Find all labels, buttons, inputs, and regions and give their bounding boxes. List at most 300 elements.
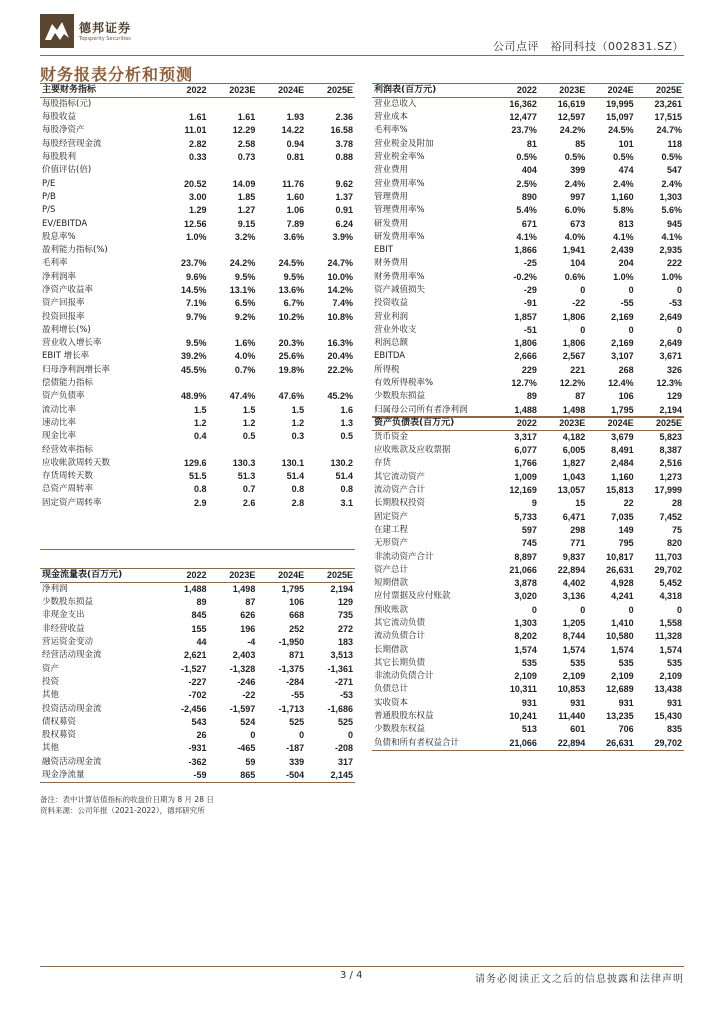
value-cell: 0 <box>676 285 682 295</box>
value-cell: 89 <box>526 391 537 402</box>
value-cell: 1,574 <box>562 644 586 655</box>
value-cell: 252 <box>289 623 305 634</box>
value-cell: 0 <box>580 604 586 615</box>
value-cell: 51.4 <box>286 471 305 482</box>
value-cell: 298 <box>570 524 586 535</box>
value-cell: 13.6% <box>278 285 305 295</box>
value-cell: 0.3 <box>291 431 305 442</box>
table-row <box>372 510 684 523</box>
value-cell <box>160 523 209 536</box>
row-label: EBITDA <box>374 351 406 362</box>
value-cell: 1.2 <box>194 417 207 428</box>
value-cell: 39.2% <box>180 351 207 362</box>
value-cell: 1,273 <box>659 471 682 482</box>
row-label: 其它长期负债 <box>374 657 426 668</box>
table-row <box>372 364 684 377</box>
value-cell: -227 <box>188 676 207 687</box>
table-row <box>372 297 684 310</box>
table-row <box>372 177 684 190</box>
value-cell: 104 <box>570 258 586 269</box>
value-cell: 1,043 <box>562 471 586 482</box>
value-cell <box>160 510 209 523</box>
footer-divider <box>40 966 684 967</box>
table-row <box>40 337 355 350</box>
table-row <box>40 756 355 769</box>
row-label: 预收账款 <box>374 604 409 615</box>
table-row <box>40 257 355 270</box>
table-row <box>40 623 355 636</box>
value-cell: 3,317 <box>514 432 537 442</box>
value-cell: 0 <box>628 324 634 335</box>
value-cell: 16,362 <box>509 99 537 109</box>
value-cell: 668 <box>289 610 305 621</box>
value-cell: 1.6 <box>340 404 353 415</box>
value-cell: -1,527 <box>180 663 207 674</box>
row-label: 经营活动现金流 <box>42 650 102 661</box>
value-cell: 7.1% <box>186 298 207 309</box>
value-cell: 931 <box>570 697 586 708</box>
value-cell: -51 <box>523 324 537 335</box>
row-label: 短期借款 <box>374 578 409 589</box>
table-header-row <box>40 84 355 98</box>
value-cell: 59 <box>245 756 256 767</box>
year-header: 2022 <box>491 84 539 98</box>
value-cell: 1,866 <box>514 245 537 256</box>
value-cell: 85 <box>575 138 586 149</box>
value-cell <box>209 244 258 257</box>
table-row <box>40 98 355 112</box>
value-cell: 16.58 <box>330 125 353 136</box>
value-cell: 12.3% <box>656 378 682 389</box>
table-row <box>372 337 684 350</box>
table-row <box>372 683 684 696</box>
year-header: 2025E <box>636 84 684 98</box>
value-cell: 10,311 <box>509 684 537 695</box>
value-cell: 2.36 <box>335 112 353 123</box>
value-cell <box>209 537 258 550</box>
row-label: 资产总计 <box>374 564 409 575</box>
table-row <box>40 297 355 310</box>
row-label: 营业税金及附加 <box>374 138 434 149</box>
year-header: 2024E <box>257 84 306 98</box>
value-cell: 0.8 <box>340 484 353 495</box>
table-row <box>40 324 355 337</box>
table-row <box>372 217 684 230</box>
row-label: 少数股东损益 <box>374 391 426 402</box>
value-cell: 11,328 <box>654 631 682 642</box>
value-cell: 1,488 <box>183 584 207 594</box>
value-cell <box>306 324 355 337</box>
value-cell: 4.0% <box>564 231 586 242</box>
value-cell: -1,713 <box>278 703 305 714</box>
table-row <box>372 697 684 710</box>
table-row <box>372 231 684 244</box>
value-cell: 24.7% <box>656 125 682 136</box>
value-cell: 3.9% <box>332 231 353 242</box>
value-cell: 2,194 <box>636 404 684 418</box>
table-row <box>40 138 355 151</box>
value-cell <box>160 443 209 456</box>
value-cell: 2,109 <box>611 671 634 682</box>
value-cell: 1,303 <box>659 191 682 202</box>
value-cell <box>209 523 258 536</box>
value-cell: 0.8 <box>194 484 207 495</box>
value-cell: 89 <box>196 597 207 608</box>
table-row <box>372 271 684 284</box>
value-cell: 2,169 <box>611 311 634 322</box>
value-cell: 81 <box>526 138 537 149</box>
table-row <box>372 524 684 537</box>
value-cell: 1,303 <box>514 618 537 628</box>
value-cell: 9.7% <box>186 311 207 322</box>
value-cell: 5.6% <box>661 205 682 216</box>
value-cell: 183 <box>337 637 353 648</box>
table-row <box>40 470 355 483</box>
value-cell: 87 <box>575 391 586 402</box>
value-cell: 7,452 <box>659 511 682 522</box>
value-cell: 1,827 <box>562 458 586 469</box>
value-cell: 129 <box>666 391 682 402</box>
row-label: 速动比率 <box>42 417 77 428</box>
value-cell: 8,897 <box>514 551 537 562</box>
value-cell: 0.7% <box>234 364 256 375</box>
value-cell: 6,471 <box>562 511 586 522</box>
brand-name-cn: 德邦证券 <box>79 21 132 35</box>
value-cell <box>257 244 306 257</box>
table-row <box>40 523 355 536</box>
value-cell: 0.5% <box>564 152 586 163</box>
value-cell: 597 <box>521 524 537 535</box>
value-cell: 0.5% <box>661 152 682 163</box>
table-row <box>372 377 684 390</box>
value-cell: 0.88 <box>335 152 353 163</box>
value-cell: 14.22 <box>281 125 305 136</box>
value-cell: 1,574 <box>514 644 537 655</box>
value-cell: 1.85 <box>237 191 256 202</box>
value-cell: 547 <box>666 165 682 176</box>
value-cell: 9.15 <box>237 218 256 229</box>
value-cell: 1.3 <box>340 417 353 428</box>
row-label: 现金净流量 <box>40 769 160 783</box>
value-cell: -931 <box>188 743 207 754</box>
row-label: 应收账款及应收票据 <box>374 445 451 456</box>
table-row <box>40 350 355 363</box>
value-cell <box>209 510 258 523</box>
row-label: EV/EBITDA <box>42 218 88 229</box>
value-cell: 149 <box>618 524 634 535</box>
value-cell: 75 <box>671 524 682 535</box>
row-label: 净资产收益率 <box>42 285 94 295</box>
value-cell: 4.1% <box>516 231 537 242</box>
value-cell: 4,318 <box>659 591 682 602</box>
value-cell: 130.1 <box>281 457 305 468</box>
value-cell <box>209 164 258 177</box>
value-cell: 23.7% <box>511 125 537 136</box>
table-row <box>40 497 355 510</box>
value-cell: 20.52 <box>183 178 207 189</box>
value-cell: 2.8 <box>291 497 305 508</box>
value-cell: 5,823 <box>659 432 682 442</box>
value-cell: 535 <box>521 657 537 668</box>
row-label: 股息率% <box>42 231 76 242</box>
row-label: 管理费用 <box>374 191 409 202</box>
value-cell: 106 <box>618 391 634 402</box>
value-cell: 2,666 <box>514 351 537 362</box>
value-cell: 11,703 <box>654 551 682 562</box>
value-cell: 6.24 <box>335 218 353 229</box>
company-logo <box>40 14 160 48</box>
value-cell: 9.5% <box>283 271 305 282</box>
row-label: 营业利润 <box>374 311 409 322</box>
value-cell: 0.7 <box>242 484 256 495</box>
value-cell: 268 <box>618 364 634 375</box>
value-cell: 6.5% <box>234 298 256 309</box>
value-cell: 3,878 <box>514 578 537 589</box>
value-cell: 15,813 <box>606 485 634 496</box>
table-header-row <box>372 84 684 98</box>
value-cell: 2,403 <box>232 650 256 661</box>
value-cell: 1,488 <box>491 404 539 418</box>
row-label: 其它流动负债 <box>374 618 426 628</box>
value-cell: 3,513 <box>330 650 353 661</box>
row-label: 货币资金 <box>374 432 409 442</box>
row-label: 营业税金率% <box>374 152 425 163</box>
value-cell: 3,107 <box>611 351 634 362</box>
value-cell: 4,241 <box>611 591 634 602</box>
value-cell: -362 <box>188 756 207 767</box>
row-label: 存货 <box>374 458 392 469</box>
row-label: 营业外收支 <box>374 324 417 335</box>
value-cell: 2,109 <box>659 671 682 682</box>
row-label: 债权募资 <box>42 716 77 727</box>
value-cell: 671 <box>521 218 537 229</box>
row-label: 每股经营现金流 <box>42 138 102 149</box>
row-label: 研发费用率% <box>374 231 425 242</box>
row-label: 归母净利润增长率 <box>42 364 111 375</box>
value-cell: 10,580 <box>606 631 634 642</box>
value-cell: 835 <box>666 724 682 735</box>
value-cell: 24.7% <box>327 258 353 269</box>
value-cell <box>209 443 258 456</box>
value-cell: 16,619 <box>557 99 586 109</box>
value-cell: 1,857 <box>514 311 537 322</box>
row-label <box>40 537 160 550</box>
value-cell: -55 <box>620 298 634 309</box>
table-row <box>40 649 355 662</box>
table-row <box>372 257 684 270</box>
row-label: 应收帐款周转天数 <box>42 457 111 468</box>
value-cell: 1.37 <box>335 191 353 202</box>
value-cell <box>306 377 355 390</box>
value-cell: 9,837 <box>562 551 586 562</box>
table-row <box>372 537 684 550</box>
year-header: 2025E <box>306 569 355 583</box>
value-cell: 4,928 <box>611 578 634 589</box>
table-row <box>40 510 355 523</box>
table-row <box>40 769 355 783</box>
row-label: 净利润率 <box>42 271 77 282</box>
value-cell: -208 <box>334 743 353 754</box>
table-row <box>40 609 355 622</box>
value-cell: 9.5% <box>186 338 207 349</box>
value-cell: 845 <box>191 610 207 621</box>
value-cell: 87 <box>245 597 256 608</box>
value-cell: 1,009 <box>514 471 537 482</box>
value-cell: 24.5% <box>608 125 634 136</box>
value-cell: 10,817 <box>606 551 634 562</box>
value-cell: -1,597 <box>229 703 256 714</box>
row-label: 现金比率 <box>42 431 77 442</box>
table-row <box>372 98 684 112</box>
table-row <box>372 431 684 445</box>
table-row <box>40 662 355 675</box>
value-cell <box>160 244 209 257</box>
value-cell: 1.93 <box>286 112 305 123</box>
value-cell: 2,109 <box>562 671 586 682</box>
page-number: 3 / 4 <box>340 970 363 981</box>
value-cell: 2.6 <box>242 497 256 508</box>
value-cell: 9.2% <box>234 311 256 322</box>
table-row <box>372 484 684 497</box>
row-label: 营业总收入 <box>374 99 417 109</box>
value-cell: -504 <box>257 769 306 783</box>
table-row <box>372 457 684 470</box>
value-cell <box>257 164 306 177</box>
table-row <box>372 643 684 656</box>
value-cell: 1,574 <box>659 644 682 655</box>
table-row <box>372 138 684 151</box>
row-label: 负债和所有者权益合计 <box>372 737 491 751</box>
value-cell <box>257 443 306 456</box>
value-cell: 1.61 <box>188 112 207 123</box>
value-cell: 1,160 <box>611 471 634 482</box>
value-cell <box>257 98 306 112</box>
row-label: P/E <box>42 178 56 189</box>
value-cell: 14.09 <box>232 178 256 189</box>
table-row <box>372 657 684 670</box>
table-row <box>40 377 355 390</box>
table-row <box>40 457 355 470</box>
value-cell: 11.01 <box>184 125 207 136</box>
value-cell: 1,160 <box>611 191 634 202</box>
table-row <box>372 550 684 563</box>
table-row <box>372 151 684 164</box>
row-label: 非经营收益 <box>42 623 85 634</box>
value-cell: 129 <box>337 597 353 608</box>
table-row <box>40 151 355 164</box>
value-cell: 0 <box>347 730 353 741</box>
cash-flow-table <box>40 568 355 783</box>
value-cell: 15 <box>575 498 586 509</box>
table-row <box>40 177 355 190</box>
value-cell: 1.0% <box>186 231 207 242</box>
row-label: 资产负债率 <box>42 391 85 402</box>
row-label: 固定资产 <box>374 511 409 522</box>
value-cell <box>257 324 306 337</box>
value-cell: 8,744 <box>562 631 586 642</box>
value-cell <box>160 537 209 550</box>
value-cell: -59 <box>160 769 209 783</box>
row-label <box>40 510 160 523</box>
value-cell: 997 <box>570 191 586 202</box>
value-cell: 706 <box>618 724 634 735</box>
value-cell: 513 <box>521 724 537 735</box>
value-cell <box>257 510 306 523</box>
value-cell: -1,361 <box>327 663 353 674</box>
value-cell: 19,995 <box>606 99 634 109</box>
row-label: 利润总额 <box>374 338 409 349</box>
value-cell: 1.0% <box>661 271 682 282</box>
row-label: 有效所得税率% <box>374 378 434 389</box>
value-cell: 0.5% <box>613 152 634 163</box>
value-cell: 17,515 <box>654 112 682 123</box>
key-financial-indicators-table <box>40 83 355 550</box>
row-label: 少数股东损益 <box>42 597 94 608</box>
value-cell: 1,806 <box>562 338 586 349</box>
value-cell: 29,702 <box>636 737 684 751</box>
table-row <box>372 723 684 736</box>
row-label: 财务费用率% <box>374 271 425 282</box>
value-cell: 6.7% <box>283 298 305 309</box>
value-cell <box>306 98 355 112</box>
value-cell: -25 <box>523 258 537 269</box>
value-cell: 1.5 <box>194 404 207 415</box>
value-cell: 12,689 <box>606 684 634 695</box>
row-label: 普通股股东权益 <box>374 711 434 722</box>
value-cell: -53 <box>339 690 353 701</box>
value-cell: 221 <box>570 364 586 375</box>
value-cell: 47.4% <box>229 391 256 402</box>
balance-sheet-table <box>372 416 684 751</box>
row-label: 其他 <box>42 743 60 754</box>
value-cell: -2,456 <box>180 703 207 714</box>
row-label: 长期股权投资 <box>374 498 426 509</box>
table-row <box>40 244 355 257</box>
value-cell: 0 <box>676 324 682 335</box>
table-row <box>372 350 684 363</box>
table-row <box>40 191 355 204</box>
value-cell: 6.0% <box>564 205 586 216</box>
table-title: 现金流量表(百万元) <box>40 569 160 583</box>
value-cell <box>209 324 258 337</box>
value-cell: 12.29 <box>232 125 256 136</box>
row-label: 流动资产合计 <box>374 485 426 496</box>
value-cell: 7.89 <box>286 218 305 229</box>
value-cell: 24.5% <box>278 258 305 269</box>
value-cell: 0.8 <box>291 484 305 495</box>
value-cell: 130.3 <box>232 457 256 468</box>
value-cell: 0 <box>628 604 634 615</box>
row-label: 管理费用率% <box>374 205 425 216</box>
value-cell: 15,097 <box>606 112 634 123</box>
value-cell: 8,491 <box>611 445 634 456</box>
table-row <box>40 111 355 124</box>
value-cell: 229 <box>521 364 537 375</box>
table-row <box>40 217 355 230</box>
value-cell: 326 <box>666 364 682 375</box>
value-cell: 11,440 <box>558 711 586 722</box>
value-cell: -0.2% <box>513 271 537 282</box>
value-cell: 45.5% <box>180 364 207 375</box>
value-cell: 771 <box>570 538 586 549</box>
value-cell: 1,410 <box>611 618 634 628</box>
value-cell: 51.3 <box>237 471 256 482</box>
value-cell <box>209 377 258 390</box>
report-info: 公司点评 裕同科技（002831.SZ） <box>492 40 684 53</box>
row-label: 财务费用 <box>374 258 409 269</box>
value-cell: 22,894 <box>539 737 587 751</box>
value-cell <box>257 523 306 536</box>
